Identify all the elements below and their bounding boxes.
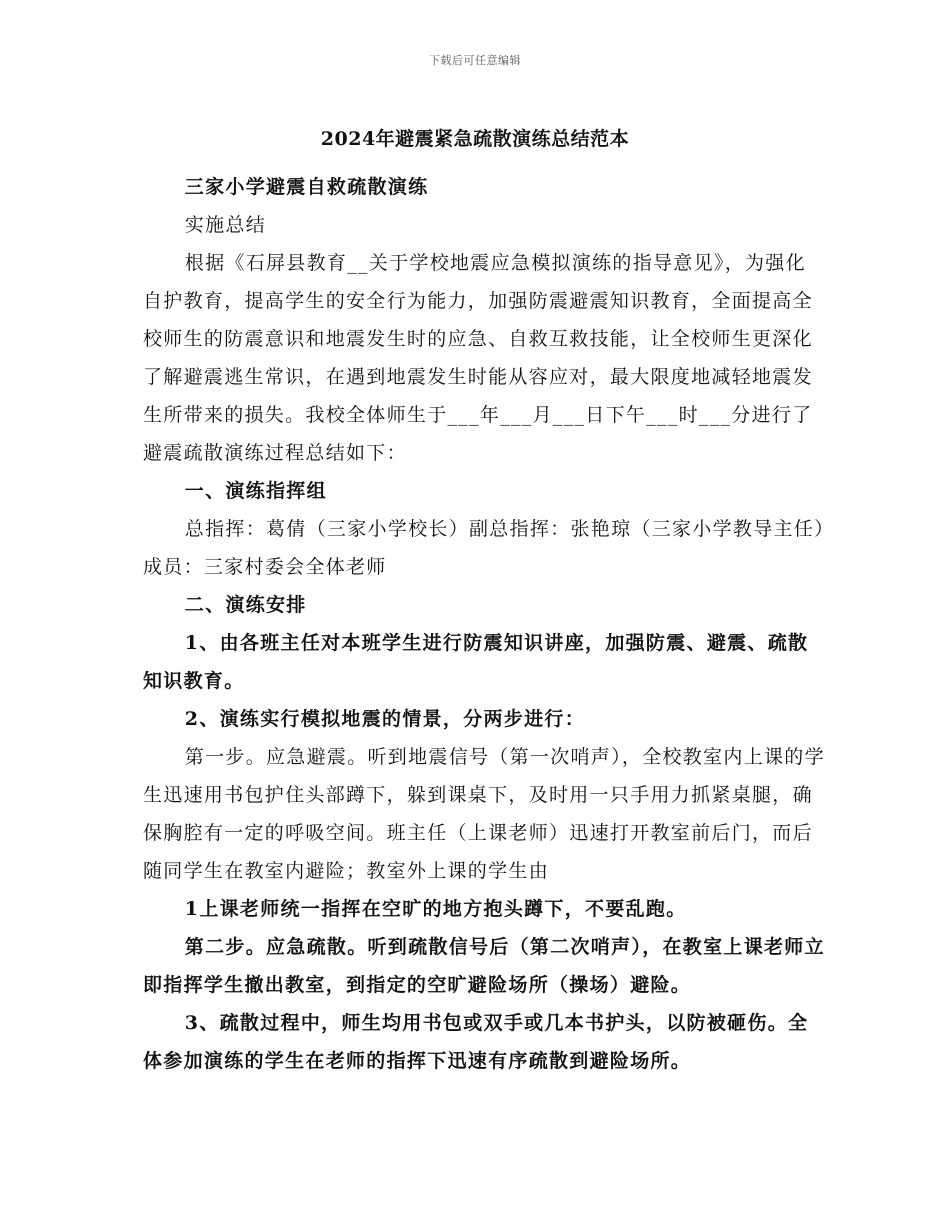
header-note: 下载后可任意编辑 [429, 54, 521, 67]
document-title: 2024年避震紧急疏散演练总结范本 [320, 128, 630, 150]
section-heading-arrangement: 二、演练安排 [184, 594, 307, 616]
arrangement-item-3: 3、疏散过程中，师生均用书包或双手或几本书护头，以防被砸伤。全体参加演练的学生在老师的指挥下迅速有序疏散到避险场所。 [143, 1012, 809, 1072]
step-one-continuation: 1上课老师统一指挥在空旷的地方抱头蹲下，不要乱跑。 [184, 898, 687, 920]
subtitle-paragraph: 三家小学避震自救疏散演练 [184, 176, 429, 198]
document-body [143, 168, 825, 1080]
section-heading-command-group: 一、演练指挥组 [184, 480, 327, 502]
intro-paragraph: 根据《石屏县教育__关于学校地震应急模拟演练的指导意见》，为强化自护教育，提高学生的安全行为能力，加强防震避震知识教育，全面提高全校师生的防震意识和地震发生时的应急、自救互救技能，让全校师生更深化了解避震逃生常识，在遇到地震发生时能从容应对，最大限度地减轻地震发生所带来的损失。我校全体师生于___年___月___日下午___时___分进行了避震疏散演练过程总结如下： [143, 252, 813, 464]
step-two-paragraph: 第二步。应急疏散。听到疏散信号后（第二次哨声），在教室上课老师立即指挥学生撤出教室，到指定的空旷避险场所（操场）避险。 [143, 936, 825, 996]
command-group-paragraph: 总指挥：葛倩（三家小学校长）副总指挥：张艳琼（三家小学教导主任）成员：三家村委会全体老师 [143, 518, 825, 578]
subtitle-line-2: 实施总结 [184, 214, 266, 236]
arrangement-item-2: 2、演练实行模拟地震的情景，分两步进行： [184, 708, 586, 730]
arrangement-item-1: 1、由各班主任对本班学生进行防震知识讲座，加强防震、避震、疏散知识教育。 [143, 632, 809, 692]
step-one-paragraph: 第一步。应急避震。听到地震信号（第一次哨声），全校教室内上课的学生迅速用书包护住头部蹲下，躲到课桌下，及时用一只手用力抓紧桌腿，确保胸腔有一定的呼吸空间。班主任（上课老师）迅速打开教室前后门，而后随同学生在教室内避险；教室外上课的学生由 [143, 746, 825, 882]
